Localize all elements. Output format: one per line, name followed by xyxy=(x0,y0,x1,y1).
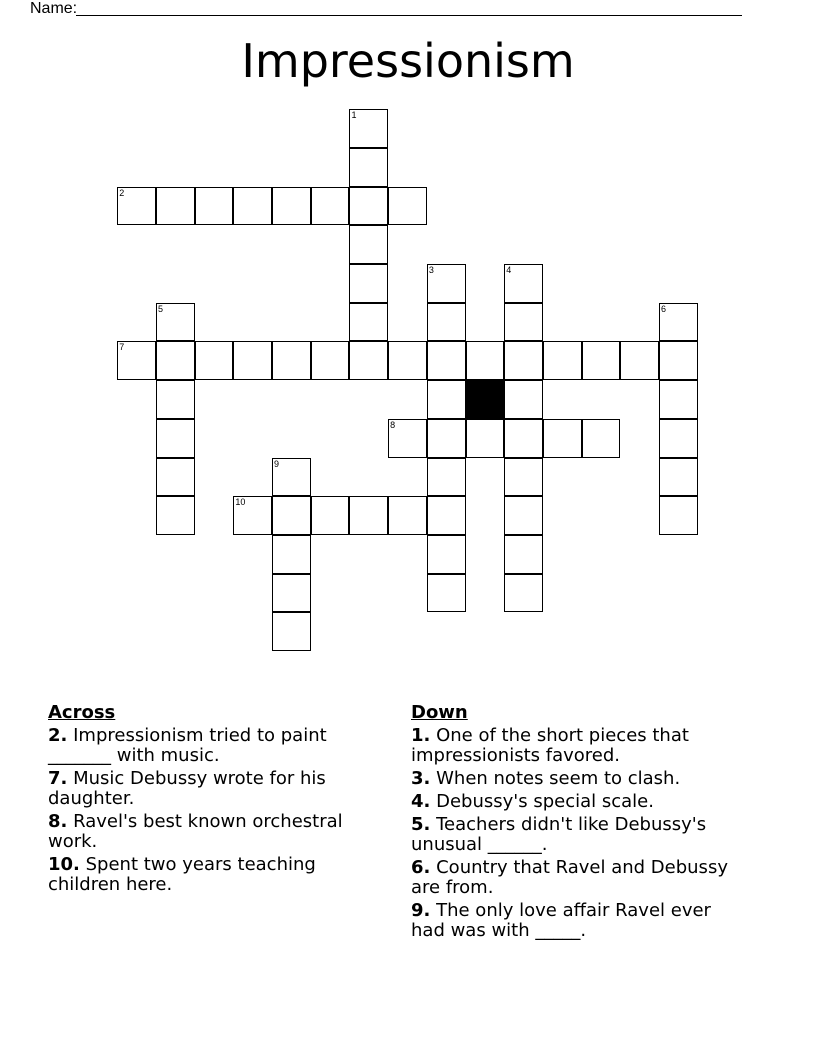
down-clues xyxy=(411,703,741,944)
grid-cell[interactable] xyxy=(659,341,698,380)
across-clue xyxy=(48,769,378,809)
clue-number: 10. xyxy=(48,854,80,875)
cell-number: 6 xyxy=(661,303,667,314)
grid-cell[interactable] xyxy=(233,341,272,380)
page-title: Impressionism xyxy=(241,34,575,88)
grid-cell[interactable] xyxy=(504,535,543,574)
grid-cell[interactable] xyxy=(582,419,621,458)
grid-cell[interactable] xyxy=(427,458,466,497)
cell-number: 2 xyxy=(119,187,125,198)
clue-text: Country that Ravel and Debussy are from. xyxy=(411,857,728,898)
grid-cell[interactable] xyxy=(543,419,582,458)
grid-cell[interactable] xyxy=(466,341,505,380)
grid-cell[interactable] xyxy=(272,574,311,613)
grid-cell[interactable] xyxy=(388,419,427,458)
grid-cell[interactable] xyxy=(117,187,156,226)
grid-cell[interactable] xyxy=(504,574,543,613)
grid-cell[interactable] xyxy=(156,303,195,342)
grid-cell[interactable] xyxy=(427,496,466,535)
name-input-line[interactable] xyxy=(76,15,742,16)
grid-cell[interactable] xyxy=(659,380,698,419)
cell-number: 4 xyxy=(506,265,512,276)
cell-number: 8 xyxy=(390,419,396,430)
grid-cell[interactable] xyxy=(504,496,543,535)
grid-cell[interactable] xyxy=(349,303,388,342)
grid-cell[interactable] xyxy=(620,341,659,380)
down-clue xyxy=(411,726,741,766)
grid-cell[interactable] xyxy=(156,458,195,497)
down-clue xyxy=(411,769,741,789)
grid-cell[interactable] xyxy=(504,419,543,458)
grid-cell[interactable] xyxy=(504,458,543,497)
grid-cell[interactable] xyxy=(349,496,388,535)
grid-cell[interactable] xyxy=(117,341,156,380)
grid-cell[interactable] xyxy=(349,148,388,187)
grid-cell[interactable] xyxy=(195,341,234,380)
grid-cell[interactable] xyxy=(427,264,466,303)
grid-cell[interactable] xyxy=(272,341,311,380)
clue-text: Impressionism tried to paint _______ with music. xyxy=(48,725,327,766)
grid-cell[interactable] xyxy=(582,341,621,380)
grid-cell[interactable] xyxy=(233,187,272,226)
black-cell xyxy=(466,380,505,419)
grid-cell[interactable] xyxy=(272,187,311,226)
grid-cell[interactable] xyxy=(349,341,388,380)
clue-text: When notes seem to clash. xyxy=(436,768,681,789)
grid-cell[interactable] xyxy=(388,187,427,226)
clue-number: 3. xyxy=(411,768,431,789)
grid-cell[interactable] xyxy=(311,341,350,380)
clue-text: Ravel's best known orchestral work. xyxy=(48,811,343,852)
grid-cell[interactable] xyxy=(427,419,466,458)
down-clue xyxy=(411,858,741,898)
grid-cell[interactable] xyxy=(659,496,698,535)
clue-number: 2. xyxy=(48,725,68,746)
clue-text: Teachers didn't like Debussy's unusual ______. xyxy=(411,814,707,855)
name-label: Name: xyxy=(30,0,78,17)
grid-cell[interactable] xyxy=(504,303,543,342)
grid-cell[interactable] xyxy=(156,380,195,419)
clue-number: 1. xyxy=(411,725,431,746)
down-clue xyxy=(411,815,741,855)
grid-cell[interactable] xyxy=(311,187,350,226)
grid-cell[interactable] xyxy=(659,303,698,342)
grid-cell[interactable] xyxy=(427,303,466,342)
grid-cell[interactable] xyxy=(504,341,543,380)
cell-number: 7 xyxy=(119,342,125,353)
across-clue xyxy=(48,726,378,766)
across-clue xyxy=(48,812,378,852)
down-clue xyxy=(411,901,741,941)
across-clues xyxy=(48,703,378,898)
grid-cell[interactable] xyxy=(156,496,195,535)
grid-cell[interactable] xyxy=(349,187,388,226)
grid-cell[interactable] xyxy=(233,496,272,535)
clue-number: 5. xyxy=(411,814,431,835)
down-clue xyxy=(411,792,741,812)
grid-cell[interactable] xyxy=(195,187,234,226)
clue-text: The only love affair Ravel ever had was with _____. xyxy=(411,900,711,941)
grid-cell[interactable] xyxy=(659,458,698,497)
cell-number: 10 xyxy=(235,497,246,508)
grid-cell[interactable] xyxy=(311,496,350,535)
across-clue xyxy=(48,855,378,895)
down-heading: Down xyxy=(411,702,468,723)
cell-number: 3 xyxy=(428,265,434,276)
clue-number: 7. xyxy=(48,768,68,789)
grid-cell[interactable] xyxy=(156,187,195,226)
grid-cell[interactable] xyxy=(388,341,427,380)
clue-text: Spent two years teaching children here. xyxy=(48,854,316,895)
grid-cell[interactable] xyxy=(272,612,311,651)
grid-cell[interactable] xyxy=(427,341,466,380)
grid-cell[interactable] xyxy=(156,341,195,380)
grid-cell[interactable] xyxy=(427,380,466,419)
grid-cell[interactable] xyxy=(272,496,311,535)
grid-cell[interactable] xyxy=(466,419,505,458)
clue-number: 4. xyxy=(411,791,431,812)
clue-text: One of the short pieces that impressionists favored. xyxy=(411,725,689,766)
grid-cell[interactable] xyxy=(272,458,311,497)
grid-cell[interactable] xyxy=(272,535,311,574)
grid-cell[interactable] xyxy=(427,535,466,574)
cell-number: 5 xyxy=(157,303,163,314)
grid-cell[interactable] xyxy=(543,341,582,380)
cell-number: 9 xyxy=(274,458,280,469)
grid-cell[interactable] xyxy=(504,380,543,419)
across-heading: Across xyxy=(48,702,116,723)
grid-cell[interactable] xyxy=(349,109,388,148)
cell-number: 1 xyxy=(351,110,357,121)
clue-text: Music Debussy wrote for his daughter. xyxy=(48,768,326,809)
grid-cell[interactable] xyxy=(388,496,427,535)
clue-number: 9. xyxy=(411,900,431,921)
grid-cell[interactable] xyxy=(156,419,195,458)
grid-cell[interactable] xyxy=(427,574,466,613)
grid-cell[interactable] xyxy=(349,225,388,264)
clue-number: 8. xyxy=(48,811,68,832)
grid-cell[interactable] xyxy=(504,264,543,303)
clue-text: Debussy's special scale. xyxy=(436,791,654,812)
grid-cell[interactable] xyxy=(659,419,698,458)
clue-number: 6. xyxy=(411,857,431,878)
name-field xyxy=(30,0,77,18)
grid-cell[interactable] xyxy=(349,264,388,303)
